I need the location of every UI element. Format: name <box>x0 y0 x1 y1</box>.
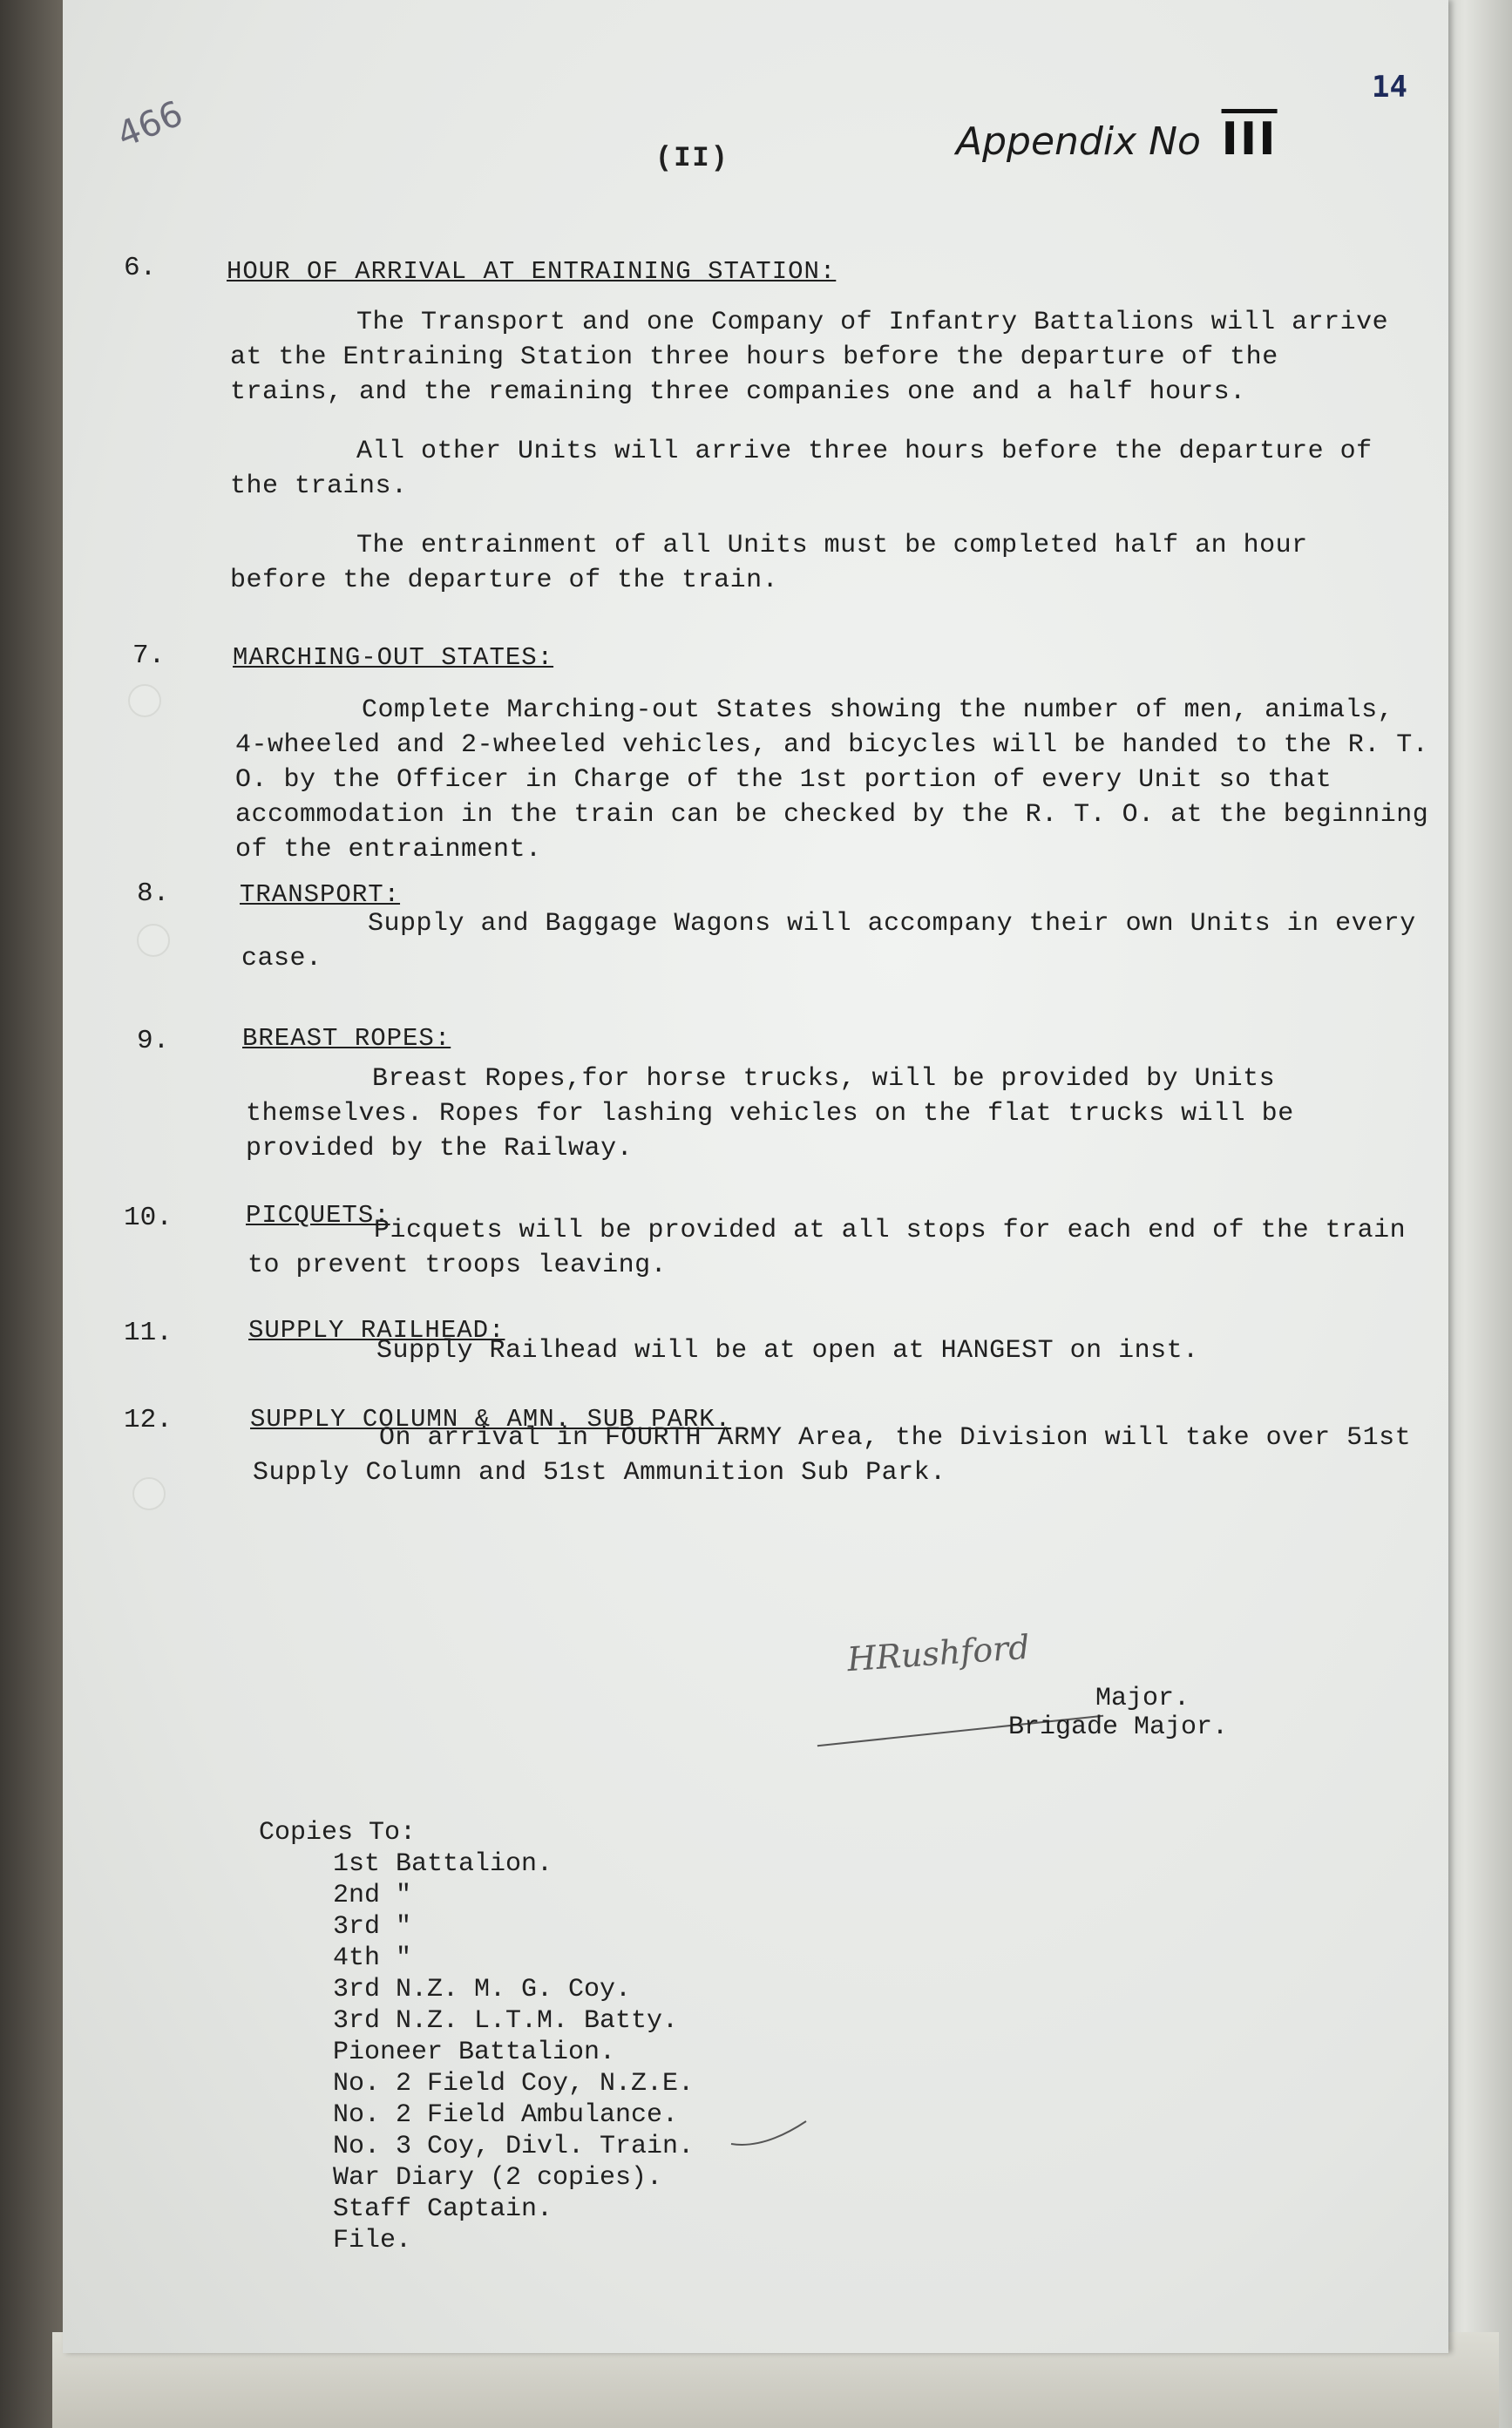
punch-hole <box>128 684 161 717</box>
punch-hole <box>137 924 170 957</box>
list-item: 3rd N.Z. M. G. Coy. <box>333 1975 632 2004</box>
section-number: 10. <box>124 1203 173 1233</box>
pencil-tick-mark <box>729 2118 808 2153</box>
paragraph: The Transport and one Company of Infantry Battalions will arrive at the Entraining Station three hours before the departure of the trains, and the remaining three companies one and a half hours. <box>230 308 1389 407</box>
punch-hole <box>132 1477 166 1510</box>
list-item: No. 2 Field Ambulance. <box>333 2100 679 2130</box>
paragraph: All other Units will arrive three hours before the departure of the trains. <box>230 437 1373 501</box>
section-number: 8. <box>137 878 170 909</box>
list-item: 1st Battalion. <box>333 1849 553 1879</box>
section-body <box>247 1213 1424 1283</box>
document-page <box>63 0 1448 2353</box>
section-heading: MARCHING-OUT STATES: <box>233 643 554 672</box>
section-number: 9. <box>137 1026 170 1056</box>
section-number: 11. <box>124 1318 173 1348</box>
section-heading: TRANSPORT: <box>240 880 401 909</box>
section-heading: PICQUETS: <box>246 1201 390 1230</box>
section-number: 7. <box>132 641 166 671</box>
section-heading: BREAST ROPES: <box>242 1024 451 1053</box>
paragraph: On arrival in FOURTH ARMY Area, the Division will take over 51st Supply Column and 51st Ammunition Sub Park. <box>253 1423 1412 1488</box>
appendix-numeral: $\overline{III}$ <box>1221 113 1278 166</box>
section-number: 12. <box>124 1405 173 1435</box>
list-item: 3rd N.Z. L.T.M. Batty. <box>333 2006 679 2036</box>
list-item: No. 3 Coy, Divl. Train. <box>333 2132 695 2161</box>
section-body <box>230 305 1407 598</box>
paragraph: The entrainment of all Units must be completed half an hour before the departure of the train. <box>230 531 1308 595</box>
paragraph: Supply Railhead will be at open at HANGEST on inst. <box>376 1336 1199 1366</box>
list-item: File. <box>333 2226 412 2255</box>
list-item: 4th " <box>333 1943 412 1973</box>
signature: HRushford <box>845 1627 1031 1679</box>
section-number: 6. <box>124 253 157 283</box>
paragraph: Breast Ropes,for horse trucks, will be provided by Units themselves. Ropes for lashing vehicles on the flat trucks will be provided by the Railway. <box>246 1064 1294 1163</box>
list-item: 2nd " <box>333 1881 412 1910</box>
signatory-title: Brigade Major. <box>1008 1712 1229 1742</box>
appendix-label: Appendix No <box>956 119 1201 164</box>
page-header: (II) <box>655 142 729 174</box>
section-body <box>250 1333 1427 1368</box>
section-body <box>253 1421 1429 1490</box>
section-heading: HOUR OF ARRIVAL AT ENTRAINING STATION: <box>227 257 837 286</box>
section-body <box>246 1061 1379 1166</box>
section-body <box>241 906 1418 976</box>
paragraph: Supply and Baggage Wagons will accompany their own Units in every case. <box>241 909 1416 973</box>
list-item: Pioneer Battalion. <box>333 2038 616 2067</box>
section-heading: SUPPLY COLUMN & AMN. SUB PARK. <box>250 1405 732 1434</box>
list-item: Staff Captain. <box>333 2194 553 2224</box>
signatory-rank: Major. <box>1095 1684 1190 1713</box>
section-body <box>235 693 1438 867</box>
copies-heading: Copies To: <box>259 1818 417 1848</box>
page-number: 14 <box>1372 70 1407 105</box>
list-item: 3rd " <box>333 1912 412 1942</box>
list-item: War Diary (2 copies). <box>333 2163 663 2193</box>
paragraph: Picquets will be provided at all stops for each end of the train to prevent troops leaving. <box>247 1216 1407 1280</box>
appendix-mark <box>956 113 1278 166</box>
list-item: No. 2 Field Coy, N.Z.E. <box>333 2069 695 2099</box>
paragraph: Complete Marching-out States showing the number of men, animals, 4-wheeled and 2-wheeled vehicles, and bicycles will be handed to the R. T. O. by the Officer in Charge of the 1st portion of every Unit so that accommodation in the train can be checked by the R. T. O. at the beginning of the entrainment. <box>235 695 1429 865</box>
folio-number: 466 <box>112 93 189 156</box>
section-heading: SUPPLY RAILHEAD: <box>248 1316 505 1345</box>
copies-list <box>259 1817 956 2256</box>
